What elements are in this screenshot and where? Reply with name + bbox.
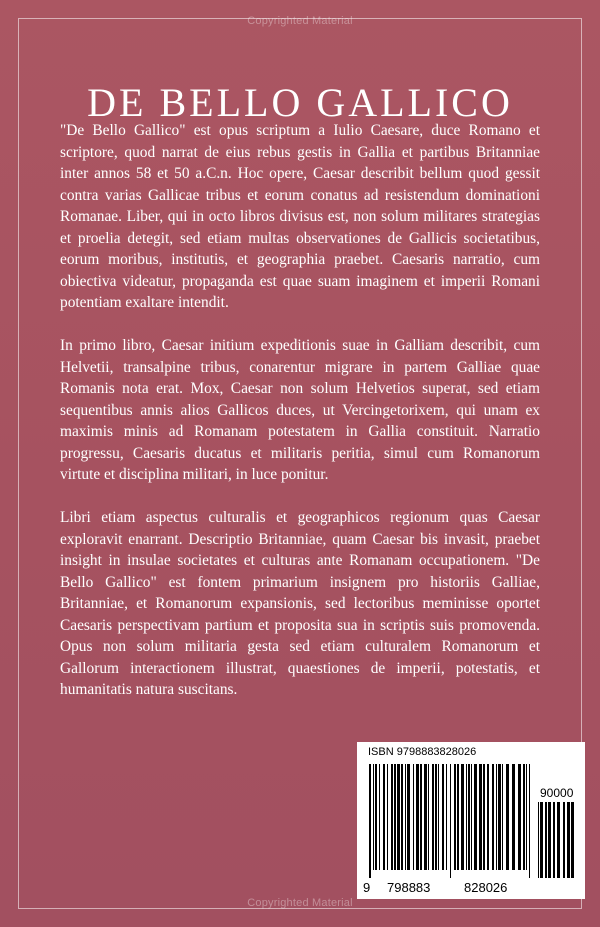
barcode-digit-lead: 9 [363,880,371,895]
barcode-digit-group-1: 798883 [387,880,431,895]
ean13-barcode-icon [369,764,531,878]
blurb-text [60,120,540,722]
blurb-paragraph-3: Libri etiam aspectus culturalis et geographicos regionum quas Caesar exploravit enarrant. Descriptio Britanniae, quam Caesar bis invasit, praebet insight in insulae societates et culturas ante Romanam occupationem. "De Bello Gallico" est fontem primarium insignem pro historiis Galliae, Britanniae, et Romanorum expansionis, sed lectoribus meminisse oportet Caesaris perspectivam partium et proposita sua in scriptis suis promovenda. Opus non solum militaria gesta sed etiam culturalem Romanorum et Gallorum interactionem illustrat, quaestiones de imperii, potestatis, et humanitatis natura suscitans. [60,509,540,698]
price-addon-barcode-icon [538,802,574,878]
blurb-paragraph-2: In primo libro, Caesar initium expeditionis suae in Galliam describit, cum Helvetii, transalpine tribus, conarentur migrare in partem Galliae quae Romanis nota erat. Mox, Caesar non solum Helvetios superat, sed etiam sequentibus annis alios Gallicos duces, ut Vercingetorixem, qui unam ex maximis minis ad Romanam potestatem in Gallia constituit. Narratio progressu, Caesaris ducatus et militaris peritia, simul cum Romanorum virtute et disciplina militari, in luce ponitur. [60,337,540,483]
price-code-label: 90000 [540,786,574,800]
watermark-bottom: Copyrighted Material [247,897,353,909]
isbn-barcode-box [357,742,585,899]
cover-title: DE BELLO GALLICO [87,79,513,125]
barcode-digit-group-2: 828026 [464,880,508,895]
isbn-label: ISBN 9798883828026 [368,746,477,758]
blurb-paragraph-1: "De Bello Gallico" est opus scriptum a Iulio Caesare, duce Romano et scriptore, quod narrat de eius rebus gestis in Gallia et partibus Britanniae inter annos 58 et 50 a.C.n. Hoc opere, Caesar describit bellum quod gessit contra varias Gallicae tribus et eorum conatus ad resistendum dominationi Romanae. Liber, qui in octo libros divisus est, non solum militares strategias et proelia detegit, sed etiam multas observationes de Gallicis societatibus, eorum moribus, institutis, et geographia praebet. Caesaris narratio, cum obiectiva videatur, propaganda est quae suam imaginem et imperii Romani potentiam exaltare intendit. [60,122,540,311]
watermark-top: Copyrighted Material [247,15,353,27]
